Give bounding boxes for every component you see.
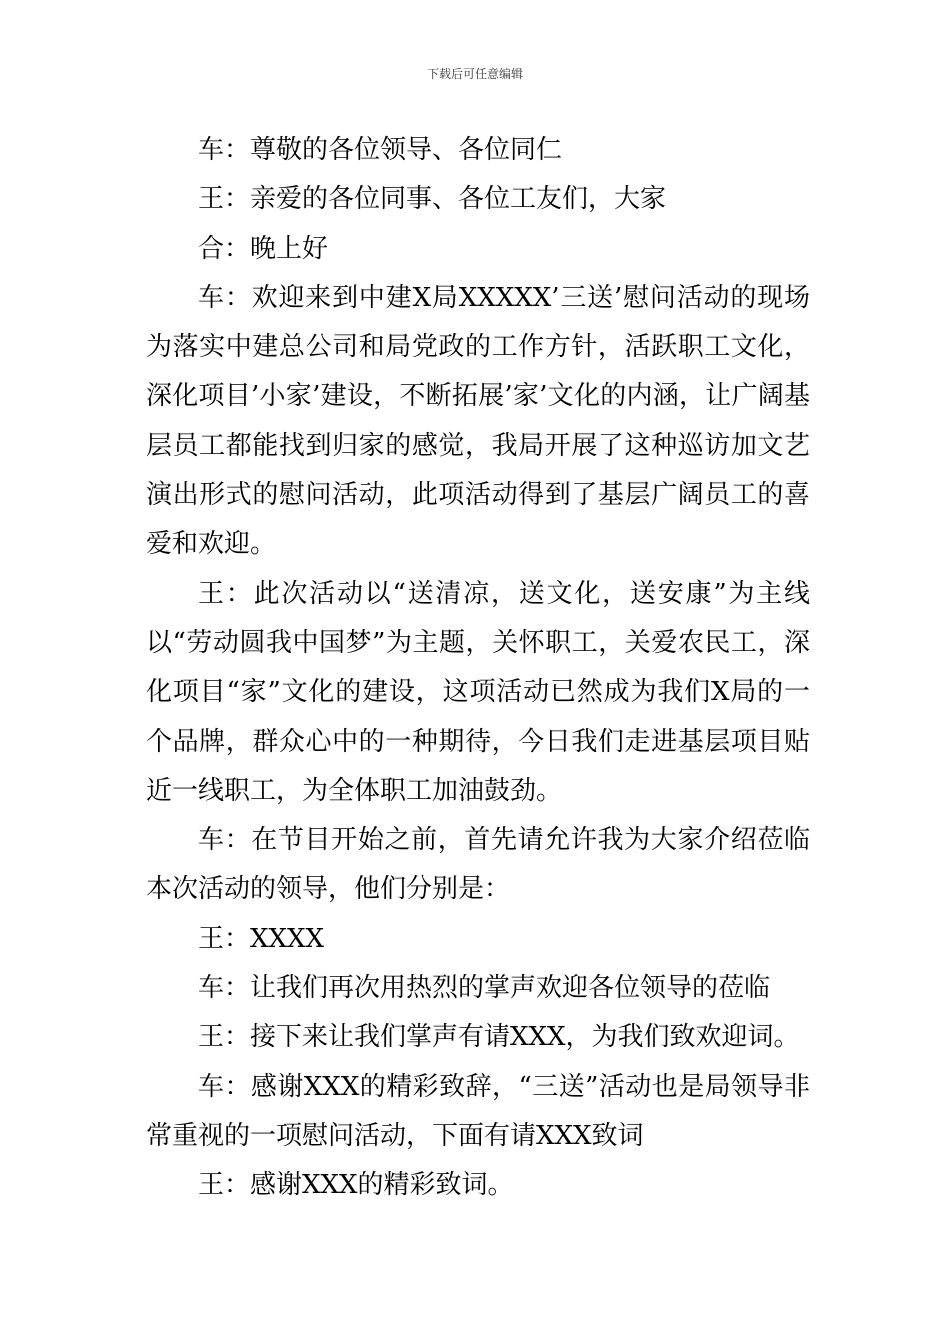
paragraph-3: 合：晚上好 bbox=[198, 233, 329, 264]
paragraph-11: 王：感谢XXX的精彩致词。 bbox=[198, 1170, 514, 1201]
paragraph-7: 王：XXXX bbox=[198, 923, 325, 954]
paragraph-6: 车：在节目开始之前，首先请允许我为大家介绍莅临本次活动的领导，他们分别是： bbox=[146, 825, 810, 905]
paragraph-10: 车：感谢XXX的精彩致辞，“三送”活动也是局领导非常重视的一项慰问活动，下面有请XXX致词 bbox=[146, 1071, 810, 1151]
header-note: 下载后可任意编辑 bbox=[426, 67, 523, 81]
paragraph-5: 王：此次活动以“送清凉，送文化，送安康”为主线以“劳动圆我中国梦”为主题，关怀职工，关爱农民工，深化项目“家”文化的建设，这项活动已然成为我们X局的一个品牌，群众心中的一种期待，今日我们走进基层项目贴近一线职工，为全体职工加油鼓劲。 bbox=[146, 578, 810, 806]
document-body bbox=[146, 126, 810, 1211]
paragraph-1: 车：尊敬的各位领导、各位同仁 bbox=[198, 135, 563, 165]
paragraph-4: 车：欢迎来到中建X局XXXXX’三送’慰问活动的现场为落实中建总公司和局党政的工作方针，活跃职工文化，深化项目’小家’建设，不断拓展’家’文化的内涵，让广阔基层员工都能找到归家的感觉，我局开展了这种巡访加文艺演出形式的慰问活动，此项活动得到了基层广阔员工的喜爱和欢迎。 bbox=[146, 282, 810, 560]
paragraph-9: 王：接下来让我们掌声有请XXX，为我们致欢迎词。 bbox=[198, 1022, 800, 1053]
paragraph-2: 王：亲爱的各位同事、各位工友们，大家 bbox=[198, 184, 667, 215]
paragraph-8: 车：让我们再次用热烈的掌声欢迎各位领导的莅临 bbox=[198, 973, 771, 1004]
